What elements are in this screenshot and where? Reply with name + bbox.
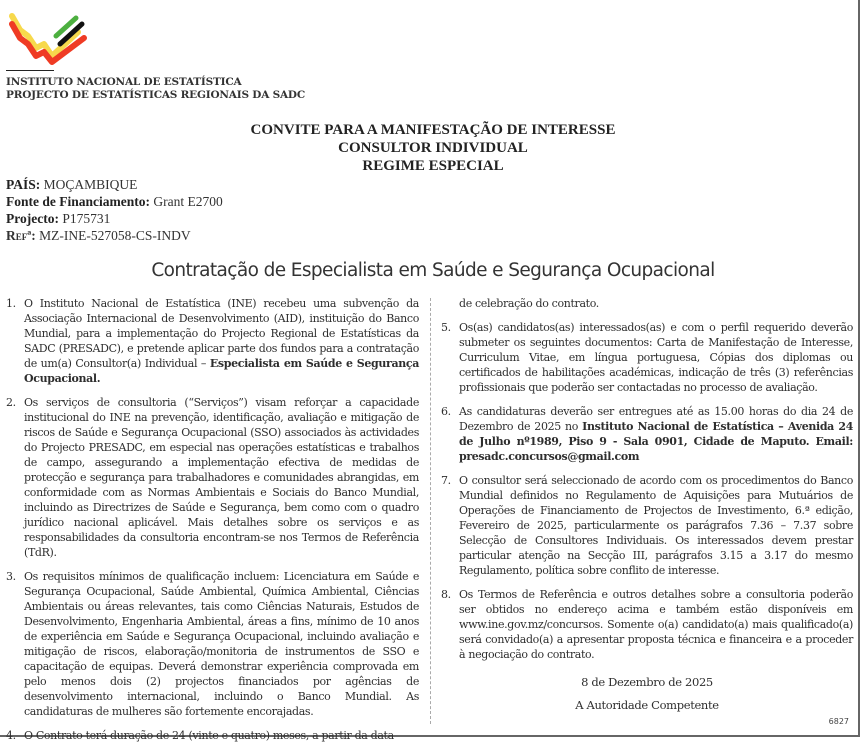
document-subtitle: Contratação de Especialista em Saúde e Segurança Ocupacional bbox=[151, 260, 715, 281]
list-item-4-continuation: de celebração do contrato. bbox=[459, 297, 599, 310]
list-item-4 bbox=[6, 728, 419, 743]
page-number: 6827 bbox=[828, 717, 849, 726]
meta-ref-value: MZ-INE-527058-CS-INDV bbox=[39, 228, 191, 243]
signature-authority: A Autoridade Competente bbox=[575, 698, 719, 712]
right-column bbox=[441, 296, 853, 717]
meta-fonte-value: Grant E2700 bbox=[153, 194, 223, 209]
meta-pais-value: MOÇAMBIQUE bbox=[43, 177, 138, 192]
item-text: Os requisitos mínimos de qualificação incluem: Licenciatura em Saúde e Segurança Ocupacional, Saúde Ambiental, Química Ambiental, Ciências Ambientais ou áreas relevantes, tais como Ciências Naturais, Estudos de Desenvolvimento, Engenharia Ambiental, áreas a fins, mínimo de 10 anos de experiência em Saúde e Segurança Ocupacional, incluindo avaliação e mitigação de riscos, elaboração/monitoria de instrumentos de SSO e capacitação de equipas. Deverá demonstrar experiência comprovada em pelo menos dois (2) projectos financiados por agências de desenvolvimento internacional, incluindo o Banco Mundial. As candidaturas de mulheres são fortemente encorajadas. bbox=[24, 570, 419, 718]
meta-fonte-label: Fonte de Financiamento: bbox=[6, 194, 150, 209]
list-item-5 bbox=[441, 320, 853, 395]
left-column bbox=[6, 296, 419, 752]
item-number: 4. bbox=[6, 729, 16, 742]
ine-logo-icon bbox=[6, 6, 88, 66]
meta-ref-label: Refª: bbox=[6, 228, 36, 243]
item-number: 5. bbox=[441, 321, 451, 334]
list-item-6 bbox=[441, 404, 853, 464]
item-text: Os(as) candidatos(as) interessados(as) e com o perfil requerido deverão submeter os seguintes documentos: Carta de Manifestação de Interesse, Curriculum Vitae, em língua portuguesa, Cópias dos diplomas ou certificados de habilitações académicas, indicação de três (3) referências profissionais que poderão ser contactadas no processo de avaliação. bbox=[459, 321, 853, 394]
heading-line-2: CONSULTOR INDIVIDUAL bbox=[338, 140, 528, 156]
meta-projecto-value: P175731 bbox=[62, 211, 111, 226]
item-number: 2. bbox=[6, 396, 16, 409]
item-text: O consultor será seleccionado de acordo com os procedimentos do Banco Mundial definidos no Regulamento de Aquisições para Mutuários de Operações de Financiamento de Projectos de Investimento, 6.ª edição, Fevereiro de 2025, particularmente os parágrafos 7.36 – 7.37 sobre Selecção de Consultores Individuais. Os interessados devem prestar particular atenção na Secção III, parágrafos 3.15 a 3.17 do mesmo Regulamento, política sobre conflito de interesse. bbox=[459, 474, 853, 577]
item-text: O Contrato terá duração de 24 (vinte e quatro) meses, a partir da data bbox=[24, 729, 394, 742]
list-item-1 bbox=[6, 296, 419, 386]
list-item-3 bbox=[6, 569, 419, 719]
heading-line-3: REGIME ESPECIAL bbox=[362, 158, 504, 174]
org-line-1: INSTITUTO NACIONAL DE ESTATÍSTICA bbox=[6, 76, 242, 88]
org-line-2: PROJECTO DE ESTATÍSTICAS REGIONAIS DA SADC bbox=[6, 89, 305, 101]
list-item-7 bbox=[441, 473, 853, 578]
item-number: 6. bbox=[441, 405, 451, 418]
item-number: 1. bbox=[6, 297, 16, 310]
signature-block bbox=[441, 671, 853, 717]
item-number: 7. bbox=[441, 474, 451, 487]
document-heading bbox=[0, 121, 866, 175]
item-number: 8. bbox=[441, 588, 451, 601]
heading-line-1: CONVITE PARA A MANIFESTAÇÃO DE INTERESSE bbox=[250, 122, 616, 138]
item-text: O Instituto Nacional de Estatística (INE) recebeu uma subvenção da Associação Internacional de Desenvolvimento (AID), instituição do Banco Mundial, para a implementação do Projecto Regional de Estatísticas da SADC (PRESADC), e pretende aplicar parte dos fundos para a contratação de um(a) Consultor(a) Individual – Especialista em Saúde e Segurança Ocupacional. bbox=[24, 297, 419, 385]
column-divider bbox=[430, 298, 431, 724]
list-item-2 bbox=[6, 395, 419, 560]
meta-pais bbox=[6, 176, 223, 193]
signature-date: 8 de Dezembro de 2025 bbox=[581, 675, 713, 689]
document-metadata bbox=[6, 176, 223, 244]
item-bold-text: Especialista em Saúde e Segurança Ocupacional. bbox=[24, 357, 419, 385]
list-item-8 bbox=[441, 587, 853, 662]
meta-projecto-label: Projecto: bbox=[6, 211, 59, 226]
meta-pais-label: PAÍS: bbox=[6, 177, 41, 192]
item-text: Os Termos de Referência e outros detalhes sobre a consultoria poderão ser obtidos no endereço acima e também estão disponíveis em www.ine.gov.mz/concursos. Somente o(a) candidato(a) mais qualificado(a) será convidado(a) a apresentar proposta técnica e financeira e a proceder à negociação do contrato. bbox=[459, 588, 853, 661]
item-number: 3. bbox=[6, 570, 16, 583]
item-bold-address: Instituto Nacional de Estatística – Avenida 24 de Julho nº1989, Piso 9 - Sala 0901, Cidade de Maputo. Email: presadc.concursos@gmail.com bbox=[459, 420, 853, 463]
item-text: As candidaturas deverão ser entregues até as 15.00 horas do dia 24 de Dezembro de 2025 no Instituto Nacional de Estatística – Avenida 24 de Julho nº1989, Piso 9 - Sala 0901, Cidade de Maputo. Email: presadc.concursos@gmail.com bbox=[459, 405, 853, 463]
meta-ref bbox=[6, 227, 223, 244]
organization-name bbox=[6, 76, 305, 102]
meta-projecto bbox=[6, 210, 223, 227]
logo-underline bbox=[6, 70, 54, 71]
item-text: Os serviços de consultoria (“Serviços”) visam reforçar a capacidade institucional do INE na prevenção, identificação, avaliação e mitigação de riscos de Saúde e Segurança Ocupacional (SSO) associados às actividades do Projecto PRESADC, em especial nas operações estatísticas e trabalhos de campo, assegurando a implementação efectiva de medidas de protecção e segurança para trabalhadores e comunidades abrangidas, em conformidade com as Normas Ambientais e Sociais do Banco Mundial, incluindo as Directrizes de Saúde e Segurança, bem como com o quadro jurídico nacional aplicável. Mais detalhes sobre os serviços e as responsabilidades da consultoria encontram-se nos Termos de Referência (TdR). bbox=[24, 396, 419, 559]
meta-fonte bbox=[6, 193, 223, 210]
